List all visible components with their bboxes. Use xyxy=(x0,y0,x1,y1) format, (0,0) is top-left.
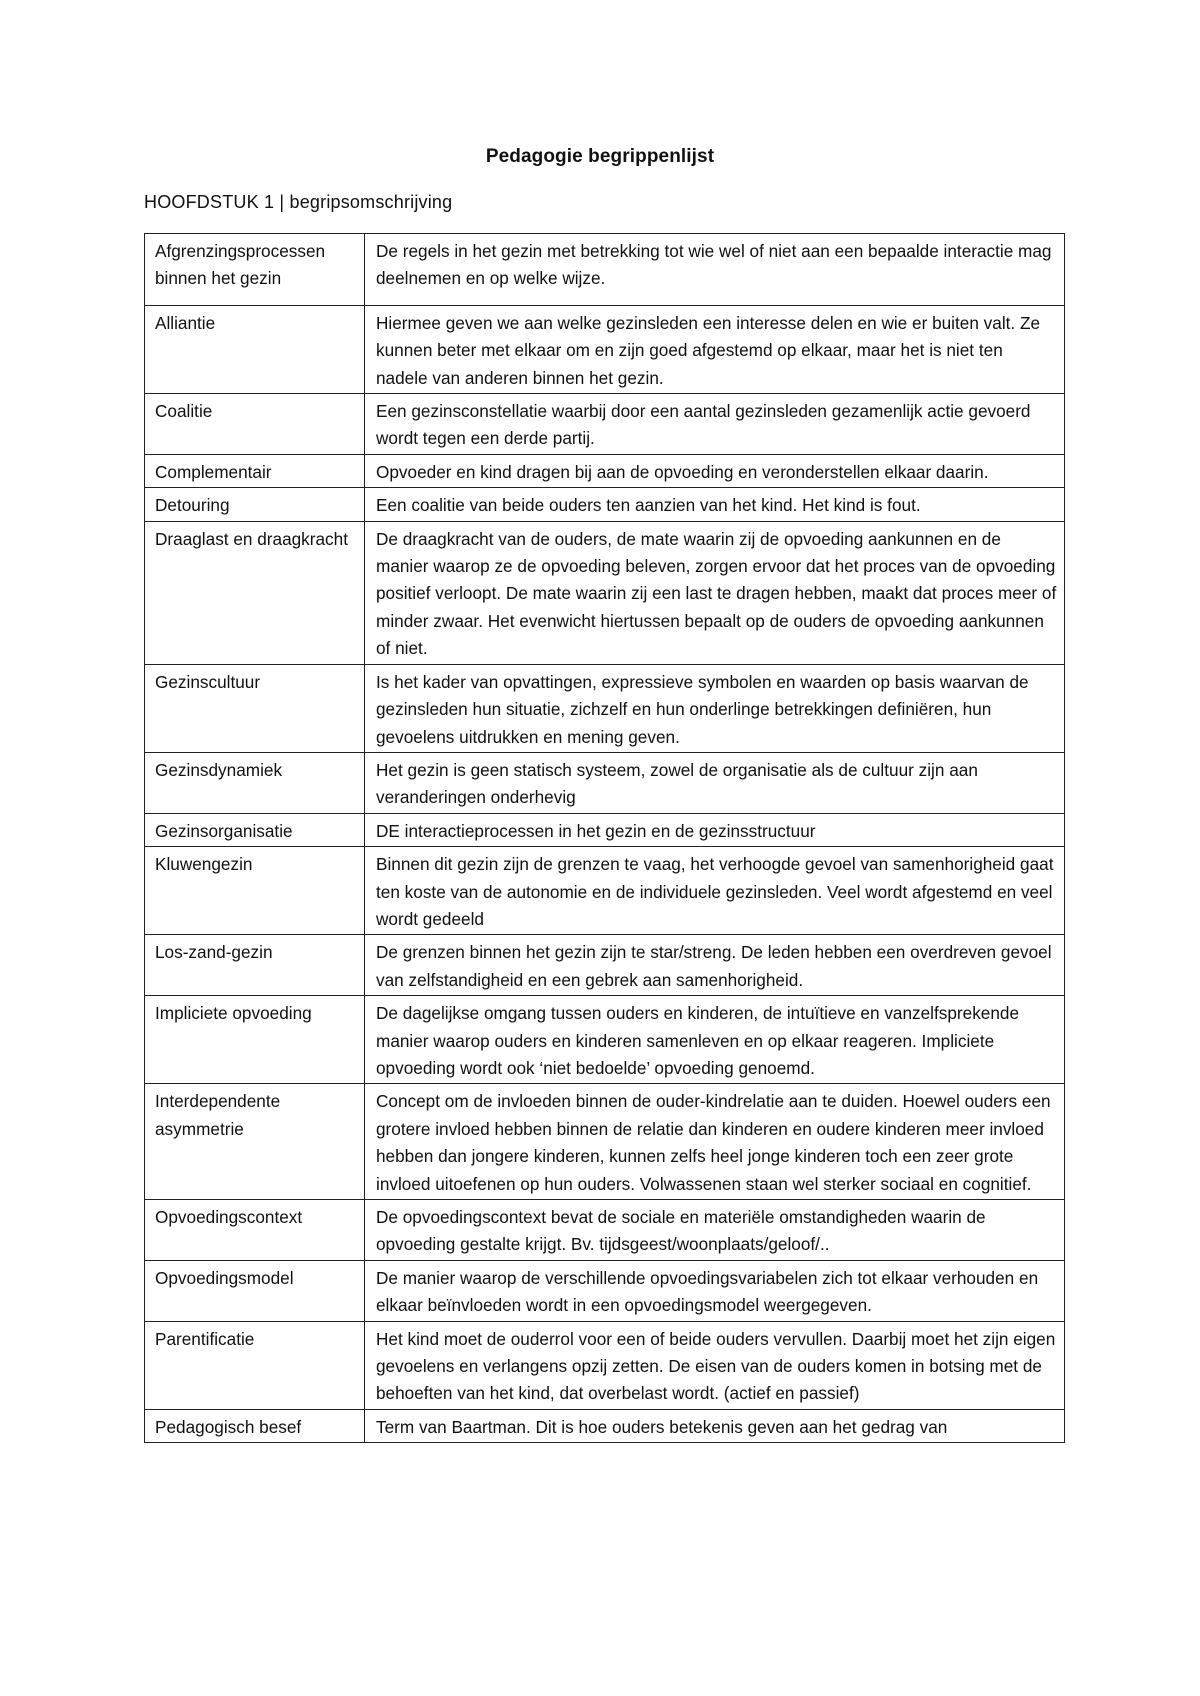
page-title: Pedagogie begrippenlijst xyxy=(485,146,715,167)
term-cell: Gezinsorganisatie xyxy=(145,813,365,846)
table-row xyxy=(145,1200,1065,1261)
term-cell: Afgrenzingsprocessen binnen het gezin xyxy=(145,234,365,306)
table-row xyxy=(145,813,1065,846)
term-cell: Gezinsdynamiek xyxy=(145,752,365,813)
term-cell: Kluwengezin xyxy=(145,847,365,935)
term-cell: Opvoedingsmodel xyxy=(145,1260,365,1321)
term-cell: Interdependente asymmetrie xyxy=(145,1084,365,1200)
term-cell: Draaglast en draagkracht xyxy=(145,521,365,664)
definition-cell: De opvoedingscontext bevat de sociale en materiële omstandigheden waarin de opvoeding gestalte krijgt. Bv. tijdsgeest/woonplaats/geloof/.. xyxy=(365,1200,1065,1261)
table-row xyxy=(145,996,1065,1084)
table-row xyxy=(145,521,1065,664)
definition-cell: De dagelijkse omgang tussen ouders en kinderen, de intuïtieve en vanzelfsprekende manier waarop ouders en kinderen samenleven en op elkaar reageren. Impliciete opvoeding wordt ook ‘niet bedoelde’ opvoeding genoemd. xyxy=(365,996,1065,1084)
definition-cell: Term van Baartman. Dit is hoe ouders betekenis geven aan het gedrag van xyxy=(365,1409,1065,1442)
definition-cell: De regels in het gezin met betrekking tot wie wel of niet aan een bepaalde interactie mag deelnemen en op welke wijze. xyxy=(365,234,1065,306)
table-row xyxy=(145,847,1065,935)
definition-cell: Het kind moet de ouderrol voor een of beide ouders vervullen. Daarbij moet het zijn eigen gevoelens en verlangens opzij zetten. De eisen van de ouders komen in botsing met de behoeften van het kind, dat overbelast wordt. (actief en passief) xyxy=(365,1321,1065,1409)
definition-cell: Binnen dit gezin zijn de grenzen te vaag, het verhoogde gevoel van samenhorigheid gaat ten koste van de autonomie en de individuele gezinsleden. Veel wordt afgestemd en veel wordt gedeeld xyxy=(365,847,1065,935)
definition-cell: DE interactieprocessen in het gezin en de gezinsstructuur xyxy=(365,813,1065,846)
definition-cell: Een gezinsconstellatie waarbij door een aantal gezinsleden gezamenlijk actie gevoerd wordt tegen een derde partij. xyxy=(365,394,1065,455)
chapter-heading: HOOFDSTUK 1 | begripsomschrijving xyxy=(144,192,453,212)
definition-cell: Opvoeder en kind dragen bij aan de opvoeding en veronderstellen elkaar daarin. xyxy=(365,454,1065,487)
table-row xyxy=(145,935,1065,996)
term-cell: Gezinscultuur xyxy=(145,664,365,752)
term-cell: Los-zand-gezin xyxy=(145,935,365,996)
definition-cell: De manier waarop de verschillende opvoedingsvariabelen zich tot elkaar verhouden en elkaar beïnvloeden wordt in een opvoedingsmodel weergegeven. xyxy=(365,1260,1065,1321)
term-cell: Opvoedingscontext xyxy=(145,1200,365,1261)
table-row xyxy=(145,234,1065,306)
table-row xyxy=(145,1321,1065,1409)
term-cell: Parentificatie xyxy=(145,1321,365,1409)
term-cell: Complementair xyxy=(145,454,365,487)
table-row xyxy=(145,1409,1065,1442)
definition-cell: Concept om de invloeden binnen de ouder-kindrelatie aan te duiden. Hoewel ouders een grotere invloed hebben binnen de relatie dan kinderen en oudere kinderen meer invloed hebben dan jongere kinderen, kunnen zelfs heel jonge kinderen toch een zeer grote invloed uitoefenen op hun ouders. Volwassenen staan wel sterker sociaal en cognitief. xyxy=(365,1084,1065,1200)
definition-cell: De draagkracht van de ouders, de mate waarin zij de opvoeding aankunnen en de manier waarop ze de opvoeding beleven, zorgen ervoor dat het proces van de opvoeding positief verloopt. De mate waarin zij een last te dragen hebben, maakt dat proces meer of minder zwaar. Het evenwicht hiertussen bepaalt op de ouders de opvoeding aankunnen of niet. xyxy=(365,521,1065,664)
glossary-table-viewport xyxy=(140,230,1070,1558)
table-row xyxy=(145,664,1065,752)
glossary-table xyxy=(144,233,1065,1443)
table-row xyxy=(145,1260,1065,1321)
table-row xyxy=(145,1084,1065,1200)
table-row xyxy=(145,394,1065,455)
table-row xyxy=(145,305,1065,393)
definition-cell: Het gezin is geen statisch systeem, zowel de organisatie als de cultuur zijn aan veranderingen onderhevig xyxy=(365,752,1065,813)
definition-cell: Hiermee geven we aan welke gezinsleden een interesse delen en wie er buiten valt. Ze kunnen beter met elkaar om en zijn goed afgestemd op elkaar, maar het is niet ten nadele van anderen binnen het gezin. xyxy=(365,305,1065,393)
definition-cell: Een coalitie van beide ouders ten aanzien van het kind. Het kind is fout. xyxy=(365,488,1065,521)
term-cell: Impliciete opvoeding xyxy=(145,996,365,1084)
term-cell: Pedagogisch besef xyxy=(145,1409,365,1442)
term-cell: Alliantie xyxy=(145,305,365,393)
term-cell: Detouring xyxy=(145,488,365,521)
term-cell: Coalitie xyxy=(145,394,365,455)
definition-cell: De grenzen binnen het gezin zijn te star/streng. De leden hebben een overdreven gevoel van zelfstandigheid en een gebrek aan samenhorigheid. xyxy=(365,935,1065,996)
table-row xyxy=(145,752,1065,813)
definition-cell: Is het kader van opvattingen, expressieve symbolen en waarden op basis waarvan de gezinsleden hun situatie, zichzelf en hun onderlinge betrekkingen definiëren, hun gevoelens uitdrukken en mening geven. xyxy=(365,664,1065,752)
table-row xyxy=(145,454,1065,487)
table-row xyxy=(145,488,1065,521)
